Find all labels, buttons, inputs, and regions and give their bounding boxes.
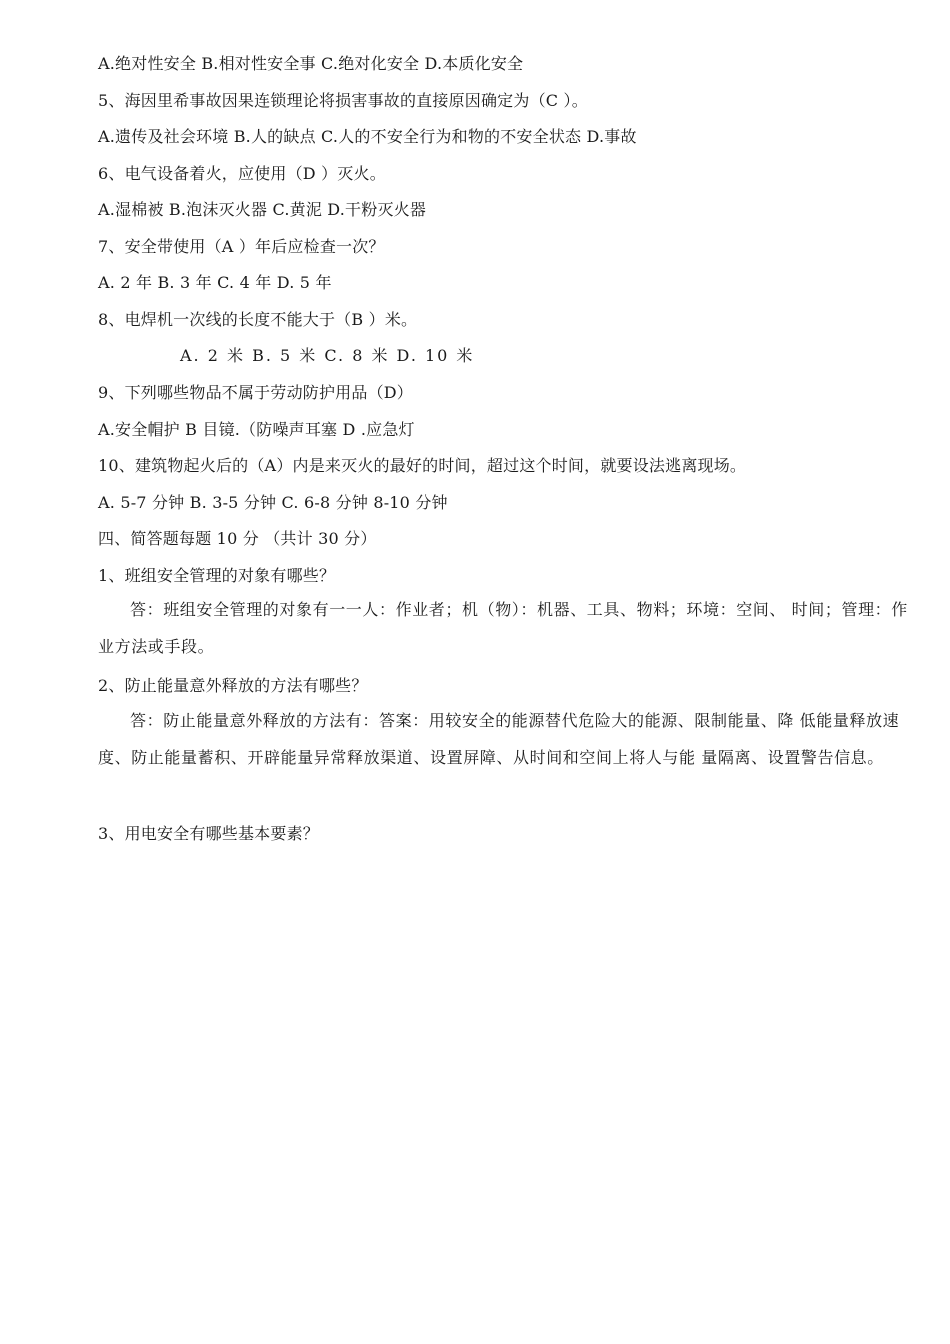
q8-options: A. 2 米 B. 5 米 C. 8 米 D. 10 米 xyxy=(180,346,475,365)
question-9: 9、下列哪些物品不属于劳动防护用品（D） xyxy=(98,383,414,402)
q5-options: A.遗传及社会环境 B.人的缺点 C.人的不安全行为和物的不安全状态 D.事故 xyxy=(98,127,637,146)
short-question-3: 3、用电安全有哪些基本要素？ xyxy=(98,824,319,843)
question-7: 7、安全带使用（A ）年后应检查一次？ xyxy=(98,237,385,256)
question-5: 5、海因里希事故因果连锁理论将损害事故的直接原因确定为（C ）。 xyxy=(98,91,588,110)
answer-2: 答：防止能量意外释放的方法有：答案：用较安全的能源替代危险大的能源、限制能量、降 低能量释放速度、防止能量蓄积、开辟能量异常释放渠道、设置屏障、从时间和空间上将人与能 量隔离、设置警告信息。 xyxy=(98,711,900,767)
short-question-2: 2、防止能量意外释放的方法有哪些？ xyxy=(98,676,368,695)
question-6: 6、电气设备着火，应使用（D ）灭火。 xyxy=(98,164,386,183)
q7-options: A. 2 年 B. 3 年 C. 4 年 D. 5 年 xyxy=(98,273,332,292)
q9-options: A.安全帽护 B 目镜.（防噪声耳塞 D .应急灯 xyxy=(98,420,415,439)
question-8: 8、电焊机一次线的长度不能大于（B ）米。 xyxy=(98,310,418,329)
q10-options: A. 5-7 分钟 B. 3-5 分钟 C. 6-8 分钟 8-10 分钟 xyxy=(98,493,448,512)
question-10: 10、建筑物起火后的（A）内是来灭火的最好的时间，超过这个时间，就要设法逃离现场。 xyxy=(98,456,747,475)
q6-options: A.湿棉被 B.泡沫灭火器 C.黄泥 D.干粉灭火器 xyxy=(98,200,427,219)
q4-options: A.绝对性安全 B.相对性安全事 C.绝对化安全 D.本质化安全 xyxy=(98,54,524,73)
short-question-1: 1、班组安全管理的对象有哪些？ xyxy=(98,566,336,585)
section-heading-short-answer: 四、简答题每题 10 分 （共计 30 分） xyxy=(98,529,377,548)
answer-1: 答：班组安全管理的对象有一一人：作业者；机（物）：机器、工具、物料；环境：空间、 时间；管理：作业方法或手段。 xyxy=(98,600,908,656)
